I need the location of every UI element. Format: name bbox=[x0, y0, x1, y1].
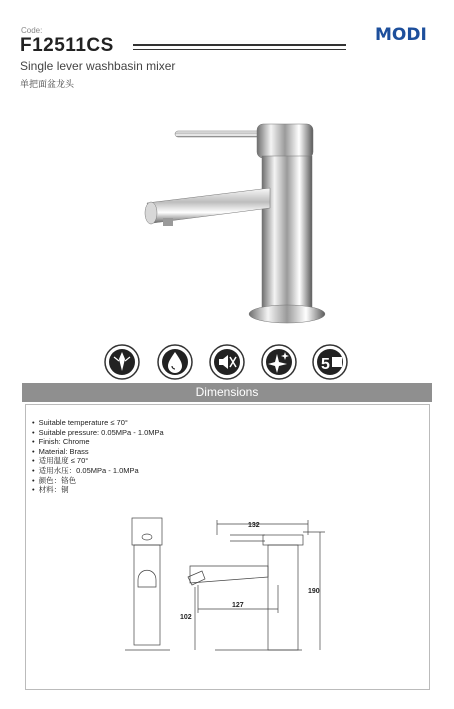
brand-logo: MODI bbox=[375, 25, 427, 45]
spec-item: • Suitable temperature ≤ 70° bbox=[32, 418, 164, 428]
spec-item: • 颜色：铬色 bbox=[32, 476, 164, 486]
product-code: F12511CS bbox=[20, 35, 114, 56]
section-title: Dimensions bbox=[195, 385, 259, 399]
water-saving-icon bbox=[103, 343, 141, 381]
spec-list bbox=[32, 418, 164, 495]
product-name-zh: 单把面盆龙头 bbox=[20, 79, 75, 89]
spec-item: • 适用温度 ≤ 70° bbox=[32, 456, 164, 466]
dimension-drawing bbox=[120, 515, 340, 660]
title-rule bbox=[133, 44, 346, 46]
dimension-label-102: 102 bbox=[180, 614, 192, 621]
dimension-label-190: 190 bbox=[308, 588, 320, 595]
spec-item: • Suitable pressure: 0.05MPa - 1.0MPa bbox=[32, 428, 164, 438]
product-name-en: Single lever washbasin mixer bbox=[20, 59, 176, 73]
dimensions-section-header bbox=[22, 383, 432, 402]
spec-item: • 适用水压：0.05MPa - 1.0MPa bbox=[32, 466, 164, 476]
dimension-label-127: 127 bbox=[232, 602, 244, 609]
spec-item: • Finish: Chrome bbox=[32, 437, 164, 447]
spec-item: • 材料：铜 bbox=[32, 485, 164, 495]
svg-text:5: 5 bbox=[321, 356, 330, 373]
title-rule bbox=[133, 49, 346, 50]
five-year-warranty-icon bbox=[311, 343, 349, 381]
sparkle-clean-icon bbox=[260, 343, 298, 381]
code-label: Code: bbox=[21, 26, 43, 35]
faucet-product-image bbox=[135, 118, 335, 328]
spec-item: • Material: Brass bbox=[32, 447, 164, 457]
water-drop-icon bbox=[156, 343, 194, 381]
silent-speaker-icon bbox=[208, 343, 246, 381]
dimension-label-132: 132 bbox=[248, 522, 260, 529]
